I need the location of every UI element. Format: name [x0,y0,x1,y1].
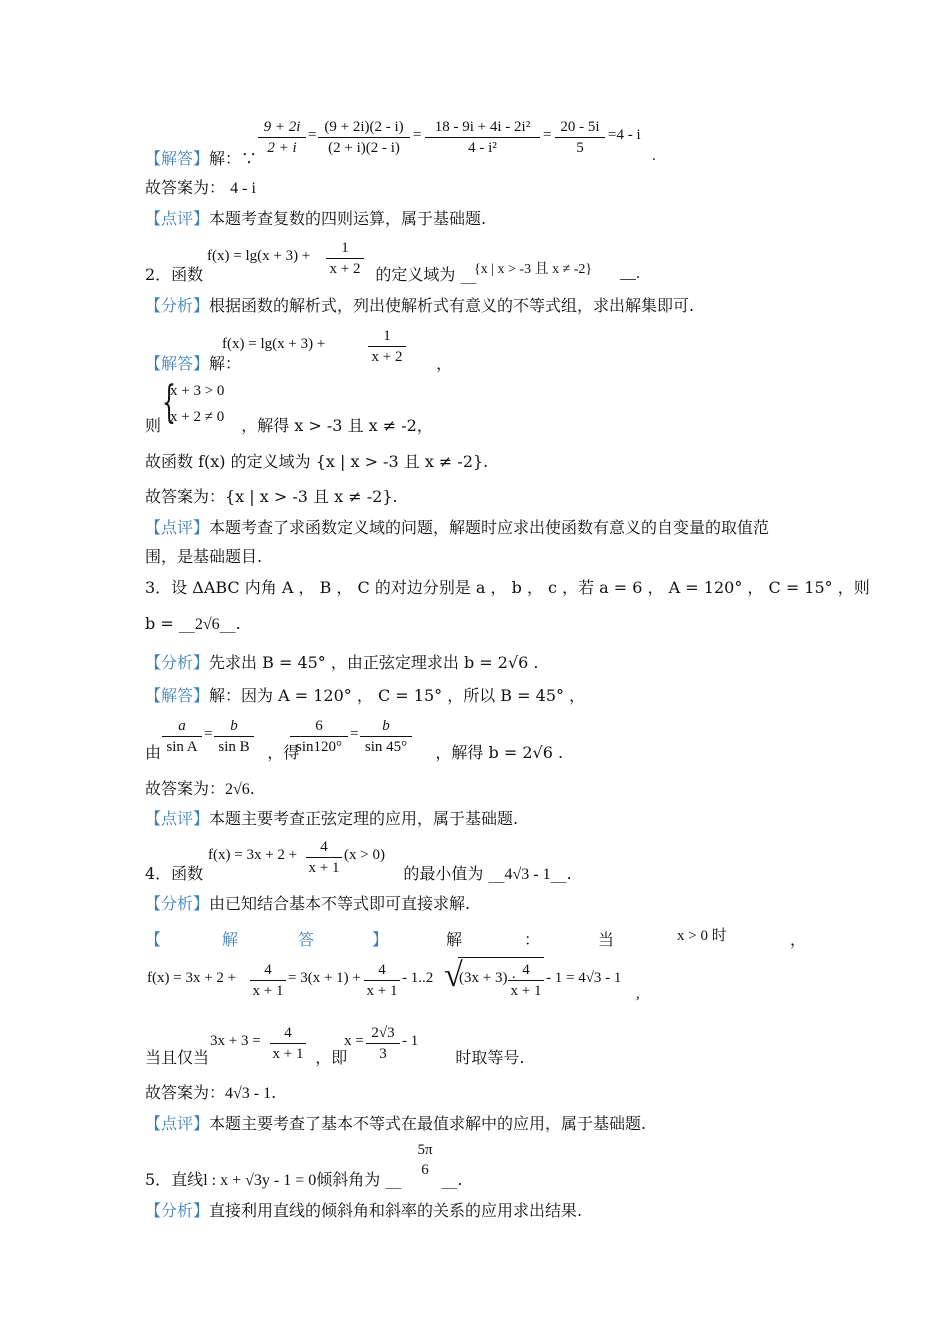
q2-comment-line: 【点评】本题考查了求函数定义域的问题，解题时应求出使函数有意义的自变量的取值范 [145,518,770,537]
q1-frac-3 [425,117,540,158]
q4-answer-line: 故答案为：4√3 - 1. [145,1083,277,1102]
q2-frac: 1 x + 2 [326,238,364,279]
q1-answer-line: 故答案为： 4 - i [145,178,256,197]
q2-jieda-line: 【解答】解： ， [145,354,453,373]
q3-frac-3: 6 sin120° [290,716,348,757]
dianping-tag: 【点评】 [145,209,210,228]
q1-frac-1-den: 2 + i [267,140,297,156]
q2-comment-cont: 围，是基础题目. [145,547,263,566]
q4-func: f(x) = 3x + 2 + [208,847,298,863]
q1-frac-2 [318,117,410,158]
q1-result: =4 - i [608,127,641,143]
q1-frac-2-num: (9 + 2i)(2 - i) [324,119,404,135]
q4-comment-line: 【点评】本题主要考查了基本不等式在最值求解中的应用，属于基础题. [145,1114,647,1133]
q2-number: 2．函数 [145,265,204,284]
q2-sys-1: x + 3 > 0 [170,383,225,399]
q1-frac-1-num: 9 + 2i [263,119,301,135]
q3-answer: 2√6 [194,616,220,633]
q3-stem-2: b = __2√6__. [145,614,241,633]
sqrt-sign: √ [444,957,463,994]
document-page: 9 + 2i 2 + i = (9 + 2i)(2 - i) (2 + i)(2 - i) = 18 - 9i + 4i - 2i² 4 - i² = 20 - 5i 5 =4 - i . 【解答】解：∵ 故答案为： 4 - i 【点评】本题考查复数的四则运算，属于基础题. f(x) = lg(x + 3) + 1 x + 2 2．函数 的定义域为 __ {x | x > -3 且 x ≠ -2} __. 【分析】根据函数的解析式，列出使解析式有意义的不等式组，求出解集即可. f(x) = lg(x + 3) + 1 x + 2 【解答】解： ， { x + 3 > 0 x + 2 ≠ 0 则 ，解得 x > -3 且 x ≠ -2， 故函数 f(x) 的定义域为 {x | x > -3 且 x ≠ -2}. 故答案为：{x | x > -3 且 x ≠ -2}. 【点评】本题考查了求函数定义域的问题，解题时应求出使函数有意义的自变量的取值范 围，是基础题目. 3．设 ΔABC 内角 A ， B ， C 的对边分别是 a ， b ， c ，若 a = 6 ， A = 120° ， C = 15° ，则 b = __2√6__. 【分析】先求出 B = 45° ，由正弦定理求出 b = 2√6 . 【解答】解：因为 A = 120° ， C = 15° ，所以 B = 45° ， a sin A = b sin B 6 sin120° = b sin 45° 由 ，得 ，解得 b = 2√6 . 故答案为：2√6. 【点评】本题主要考查正弦定理的应用，属于基础题. f(x) = 3x + 2 + 4 x + 1 (x > 0) 4．函数 的最小值为 __4√3 - 1__. 【分析】由已知结合基本不等式即可直接求解. 【 解 答 】 解 ： 当 x > 0 时 ， f(x) = 3x + 2 + 4 x + 1 = 3(x + 1) + 4 x + 1 - 1..2 √ (3x + 3) · 4 x + 1 - 1 = 4√3 - 1 , 3x + 3 = 4 x + 1 x = 2√3 3 - 1 当且仅当 ，即 时取等号. 故答案为：4√3 - 1. 【点评】本题主要考查了基本不等式在最值求解中的应用，属于基础题. 5π 6 5．直线l : x + √3y - 1 = 0倾斜角为 __ __. 【分析】直接利用直线的倾斜角和斜率的关系的应用求出结果. [145,119,870,1220]
q2-analysis-line [145,296,694,316]
q2-sys-2: x + 2 ≠ 0 [170,409,225,425]
q1-comment: 本题考查复数的四则运算，属于基础题. [209,209,487,228]
q2-answer: {x | x > -3 且 x ≠ -2} [474,262,593,277]
q1-frac-4-den: 5 [576,140,584,156]
q2-solve-line: 则 ，解得 x > -3 且 x ≠ -2， [145,416,433,435]
q4-answer: 4√3 - 1 [504,866,551,883]
q1-frac-2-den: (2 + i)(2 - i) [328,140,400,156]
q5-stem: 5．直线l : x + √3y - 1 = 0倾斜角为 __ __. [145,1170,463,1189]
q3-stem: 3．设 ΔABC 内角 A ， B ， C 的对边分别是 a ， b ， c ，若 a = 6 ， A = 120° ， C = 15° ，则 [145,578,870,597]
q2-answer-line: 故答案为：{x | x > -3 且 x ≠ -2}. [145,487,398,506]
q3-analysis-line: 【分析】先求出 B = 45° ，由正弦定理求出 b = 2√6 . [145,653,539,672]
q3-answer-line: 故答案为：2√6. [145,779,255,798]
system-brace: { [162,377,176,428]
q4-stem: 4．函数 的最小值为 __4√3 - 1__. [145,864,572,883]
q3-frac-4: b sin 45° [360,716,412,757]
q3-frac-1: a sin A [162,716,202,757]
q1-comment-line [145,209,486,229]
q5-line-eq: l : x + √3y - 1 = 0 [203,1172,317,1189]
q1-frac-3-num: 18 - 9i + 4i - 2i² [434,119,531,135]
q2-analysis: 根据函数的解析式，列出使解析式有意义的不等式组，求出解集即可. [209,296,695,315]
q3-ratio-line: 由 ，得 ，解得 b = 2√6 . [145,743,564,762]
q1-jie: 解：∵ [209,149,258,168]
q1-jieda-line [145,149,257,169]
q2-conclusion: 故函数 f(x) 的定义域为 {x | x > -3 且 x ≠ -2}. [145,452,489,471]
q2-solve: ，解得 x > -3 且 x ≠ -2， [241,416,433,435]
q2-func: f(x) = lg(x + 3) + [207,248,311,264]
q1-frac-1 [258,117,306,158]
q2-func2: f(x) = lg(x + 3) + [222,336,326,352]
q4-frac: 4 x + 1 [306,837,342,878]
q1-answer: 4 - i [230,180,256,197]
q4-equality-line: 当且仅当 ，即 时取等号. [145,1048,525,1067]
q4-cond: (x > 0) [344,847,385,863]
q4-when: x > 0 时 [677,928,727,944]
q5-answer: 5π 6 [417,1142,433,1178]
q3-solve-line: 【解答】解：因为 A = 120° ， C = 15° ，所以 B = 45° ， [145,686,586,705]
q1-frac-4 [555,117,605,158]
q1-frac-3-den: 4 - i² [468,140,497,156]
q3-frac-2: b sin B [214,716,254,757]
q5-analysis-line: 【分析】直接利用直线的倾斜角和斜率的关系的应用求出结果. [145,1201,583,1220]
jieda-tag: 【解答】 [145,149,210,168]
q4-analysis-line: 【分析】由已知结合基本不等式即可直接求解. [145,894,471,913]
q1-frac-4-num: 20 - 5i [560,119,600,135]
q3-comment-line: 【点评】本题主要考查正弦定理的应用，属于基础题. [145,809,519,828]
q2-frac-2: 1 x + 2 [368,326,406,367]
q2-stem: 2．函数 的定义域为 __ [145,265,477,284]
fenxi-tag: 【分析】 [145,296,210,315]
